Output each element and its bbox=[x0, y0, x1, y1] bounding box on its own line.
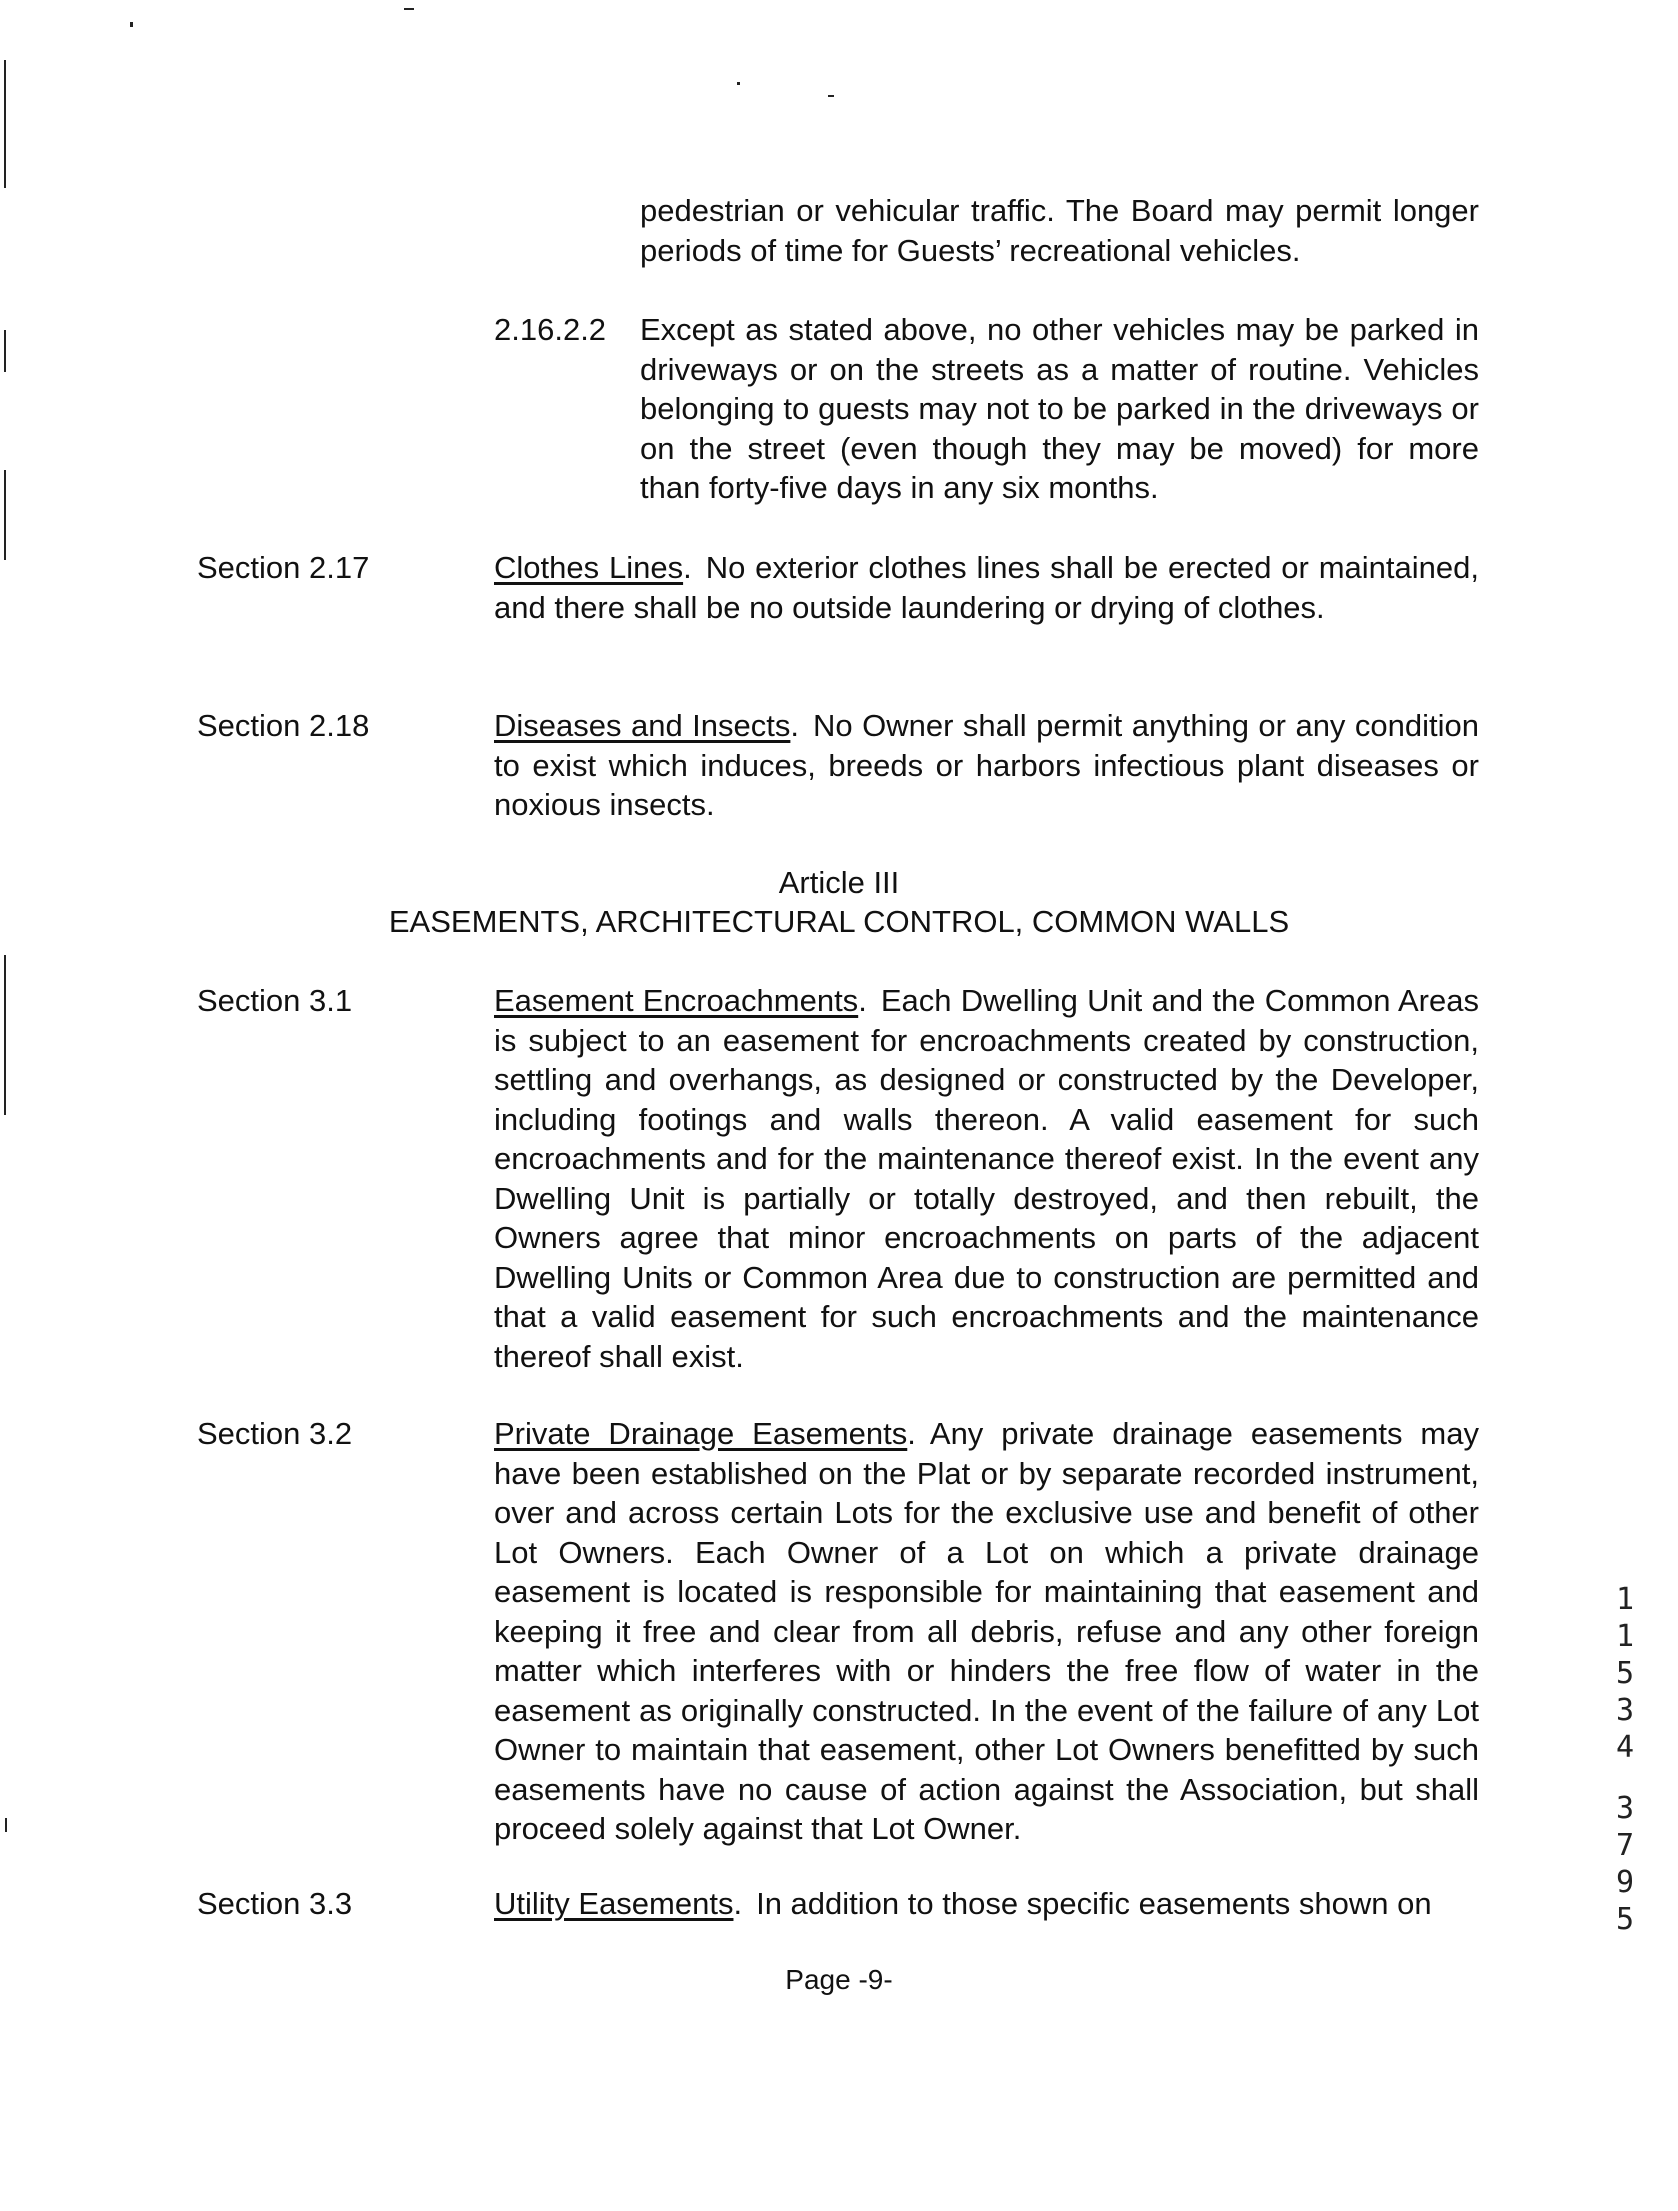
scan-artifact-dot bbox=[737, 82, 740, 85]
section-heading: Easement Encroachments bbox=[494, 983, 859, 1018]
heading-period: . bbox=[858, 983, 867, 1018]
stamp-char: 3 bbox=[1615, 1693, 1635, 1728]
section-label-3-1: Section 3.1 bbox=[197, 983, 353, 1018]
section-text: No exterior clothes lines shall be erected or maintained, and there shall be no outside laundering or drying of clothes. bbox=[494, 550, 1479, 625]
section-text: Any private drainage easements may have been established on the Plat or by separate recorded instrument, over and across certain Lots for the exclusive use and benefit of other Lot Owners. Each Owner of a Lot on which a private drainage easement is located is responsible for maintaining that easement and keeping it free and clear from all debris, refuse and any other foreign matter which interferes with or hinders the free flow of water in the easement as originally constructed. In the event of the failure of any Lot Owner to maintain that easement, other Lot Owners benefitted by such easements have no cause of action against the Association, but shall proceed solely against that Lot Owner. bbox=[494, 1416, 1479, 1846]
scan-artifact-dot bbox=[828, 95, 834, 97]
page-number: Page -9- bbox=[785, 1964, 893, 1995]
section-label-3-2: Section 3.2 bbox=[197, 1416, 353, 1451]
heading-period: . bbox=[790, 708, 800, 743]
scan-artifact-line bbox=[4, 330, 6, 372]
stamp-char: 7 bbox=[1615, 1828, 1635, 1863]
section-body-2-18 bbox=[494, 706, 1479, 825]
article-title: EASEMENTS, ARCHITECTURAL CONTROL, COMMON WALLS bbox=[388, 904, 1290, 939]
scan-artifact-line bbox=[4, 470, 6, 560]
scan-artifact-dot bbox=[5, 1818, 7, 1832]
section-body-2-17 bbox=[494, 548, 1479, 627]
scan-artifact-line bbox=[4, 955, 6, 1115]
subsection-number: 2.16.2.2 bbox=[494, 312, 607, 347]
section-body-3-3 bbox=[494, 1884, 1479, 1924]
section-body-3-1 bbox=[494, 981, 1479, 1376]
section-text: In addition to those specific easements shown on bbox=[756, 1886, 1432, 1921]
section-label-2-18: Section 2.18 bbox=[197, 708, 370, 743]
heading-period: . bbox=[733, 1886, 743, 1921]
section-label-3-3: Section 3.3 bbox=[197, 1886, 353, 1921]
continuation-paragraph: pedestrian or vehicular traffic. The Board may permit longer periods of time for Guests’ recreational vehicles. bbox=[640, 193, 1479, 268]
section-heading: Utility Easements bbox=[494, 1886, 734, 1921]
stamp-char: 4 bbox=[1615, 1730, 1635, 1765]
heading-period: . bbox=[907, 1416, 916, 1451]
section-heading: Clothes Lines bbox=[494, 550, 684, 585]
stamp-char: 1 bbox=[1615, 1582, 1635, 1617]
section-text: No Owner shall permit anything or any condition to exist which induces, breeds or harbors infectious plant diseases or noxious insects. bbox=[494, 708, 1480, 822]
section-text: Each Dwelling Unit and the Common Areas is subject to an easement for encroachments created by construction, settling and overhangs, as designed or constructed by the Developer, including footings and walls thereon. A valid easement for such encroachments and for the maintenance thereof exist. In the event any Dwelling Unit is partially or totally destroyed, and then rebuilt, the Owners agree that minor encroachments on parts of the adjacent Dwelling Units or Common Area due to construction are permitted and that a valid easement for such encroachments and the maintenance thereof shall exist. bbox=[494, 983, 1479, 1374]
section-body-3-2 bbox=[494, 1414, 1479, 1849]
heading-period: . bbox=[683, 550, 692, 585]
scan-artifact-dot bbox=[130, 22, 133, 27]
scan-artifact-dot bbox=[404, 8, 414, 10]
stamp-char: 3 bbox=[1615, 1791, 1635, 1826]
stamp-char: 5 bbox=[1615, 1656, 1635, 1691]
subsection-text: Except as stated above, no other vehicles may be parked in driveways or on the streets as a matter of routine. Vehicles belonging to guests may not to be parked in the driveways or on the street (even though they may be moved) for more than forty-five days in any six months. bbox=[640, 312, 1479, 505]
scan-artifact-line bbox=[4, 60, 6, 188]
stamp-char: 9 bbox=[1615, 1865, 1635, 1900]
stamp-char: 1 bbox=[1615, 1619, 1635, 1654]
article-number: Article III bbox=[778, 865, 900, 900]
section-heading: Diseases and Insects bbox=[494, 708, 791, 743]
section-heading: Private Drainage Easements bbox=[494, 1416, 908, 1451]
section-label-2-17: Section 2.17 bbox=[197, 550, 370, 585]
stamp-char: 5 bbox=[1615, 1902, 1635, 1937]
